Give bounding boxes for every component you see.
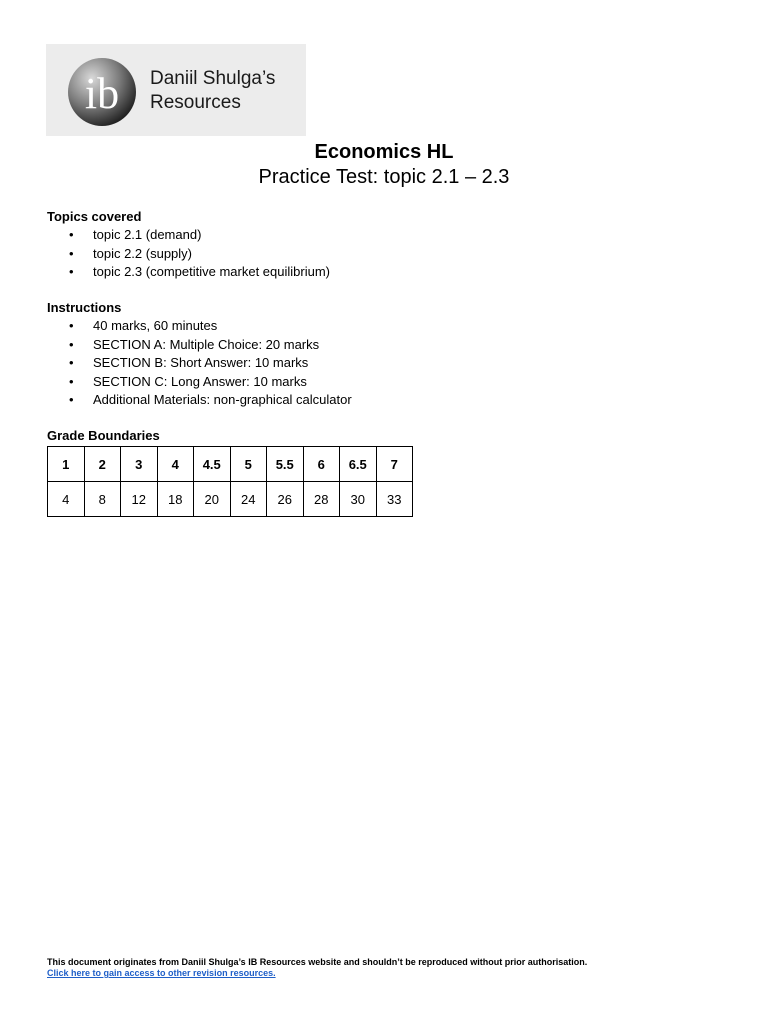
revision-resources-link[interactable]: Click here to gain access to other revision resources.	[47, 968, 276, 978]
bullet-icon: •	[69, 373, 74, 389]
instructions-list	[47, 317, 352, 410]
logo-line-1: Daniil Shulga’s	[150, 68, 276, 89]
marks-cell: 4	[48, 482, 85, 517]
bullet-icon: •	[69, 336, 74, 352]
grade-cell: 1	[48, 447, 85, 482]
list-item-text: topic 2.3 (competitive market equilibrium)	[93, 264, 330, 279]
grade-cell: 4.5	[194, 447, 231, 482]
topics-heading: Topics covered	[47, 209, 142, 224]
list-item	[47, 226, 330, 245]
ib-logo-icon	[66, 56, 138, 128]
list-item-text: Additional Materials: non-graphical calculator	[93, 392, 352, 407]
marks-cell: 18	[157, 482, 194, 517]
bullet-icon: •	[69, 355, 74, 370]
grade-boundaries-table	[47, 446, 413, 517]
list-item-text: topic 2.1 (demand)	[93, 227, 202, 242]
footer-notice: This document originates from Daniil Shulga’s IB Resources website and shouldn’t be reproduced without prior authorisation.	[47, 957, 588, 967]
bullet-icon: •	[69, 264, 74, 279]
logo-line-2: Resources	[150, 92, 241, 113]
grade-cell: 4	[157, 447, 194, 482]
grade-row	[48, 447, 413, 482]
list-item-text: topic 2.2 (supply)	[93, 245, 192, 261]
document-title: Economics HL	[314, 141, 454, 163]
grade-cell: 7	[376, 447, 413, 482]
grade-cell: 6.5	[340, 447, 377, 482]
marks-cell: 26	[267, 482, 304, 517]
grade-cell: 6	[303, 447, 340, 482]
list-item	[47, 245, 330, 264]
marks-row	[48, 482, 413, 517]
topics-list	[47, 226, 330, 282]
list-item	[47, 336, 352, 355]
marks-cell: 33	[376, 482, 413, 517]
list-item	[47, 263, 330, 282]
list-item-text: 40 marks, 60 minutes	[93, 318, 218, 333]
marks-cell: 20	[194, 482, 231, 517]
list-item-text: SECTION C: Long Answer: 10 marks	[93, 373, 307, 389]
list-item-text: SECTION B: Short Answer: 10 marks	[93, 355, 309, 370]
list-item	[47, 391, 352, 410]
list-item-text: SECTION A: Multiple Choice: 20 marks	[93, 336, 320, 352]
marks-cell: 12	[121, 482, 158, 517]
document-subtitle: Practice Test: topic 2.1 – 2.3	[258, 166, 510, 188]
marks-cell: 8	[84, 482, 121, 517]
marks-cell: 30	[340, 482, 377, 517]
bullet-icon: •	[69, 245, 74, 261]
ib-logo-letters: ib	[84, 69, 120, 118]
instructions-heading: Instructions	[47, 300, 122, 315]
list-item	[47, 317, 352, 336]
list-item	[47, 373, 352, 392]
bullet-icon: •	[69, 227, 74, 242]
grade-cell: 2	[84, 447, 121, 482]
marks-cell: 28	[303, 482, 340, 517]
grade-cell: 5	[230, 447, 267, 482]
grade-cell: 3	[121, 447, 158, 482]
list-item	[47, 354, 352, 373]
grade-cell: 5.5	[267, 447, 304, 482]
logo-text	[150, 67, 275, 115]
bullet-icon: •	[69, 318, 74, 333]
grade-boundaries-heading: Grade Boundaries	[47, 428, 160, 443]
bullet-icon: •	[69, 392, 74, 407]
marks-cell: 24	[230, 482, 267, 517]
